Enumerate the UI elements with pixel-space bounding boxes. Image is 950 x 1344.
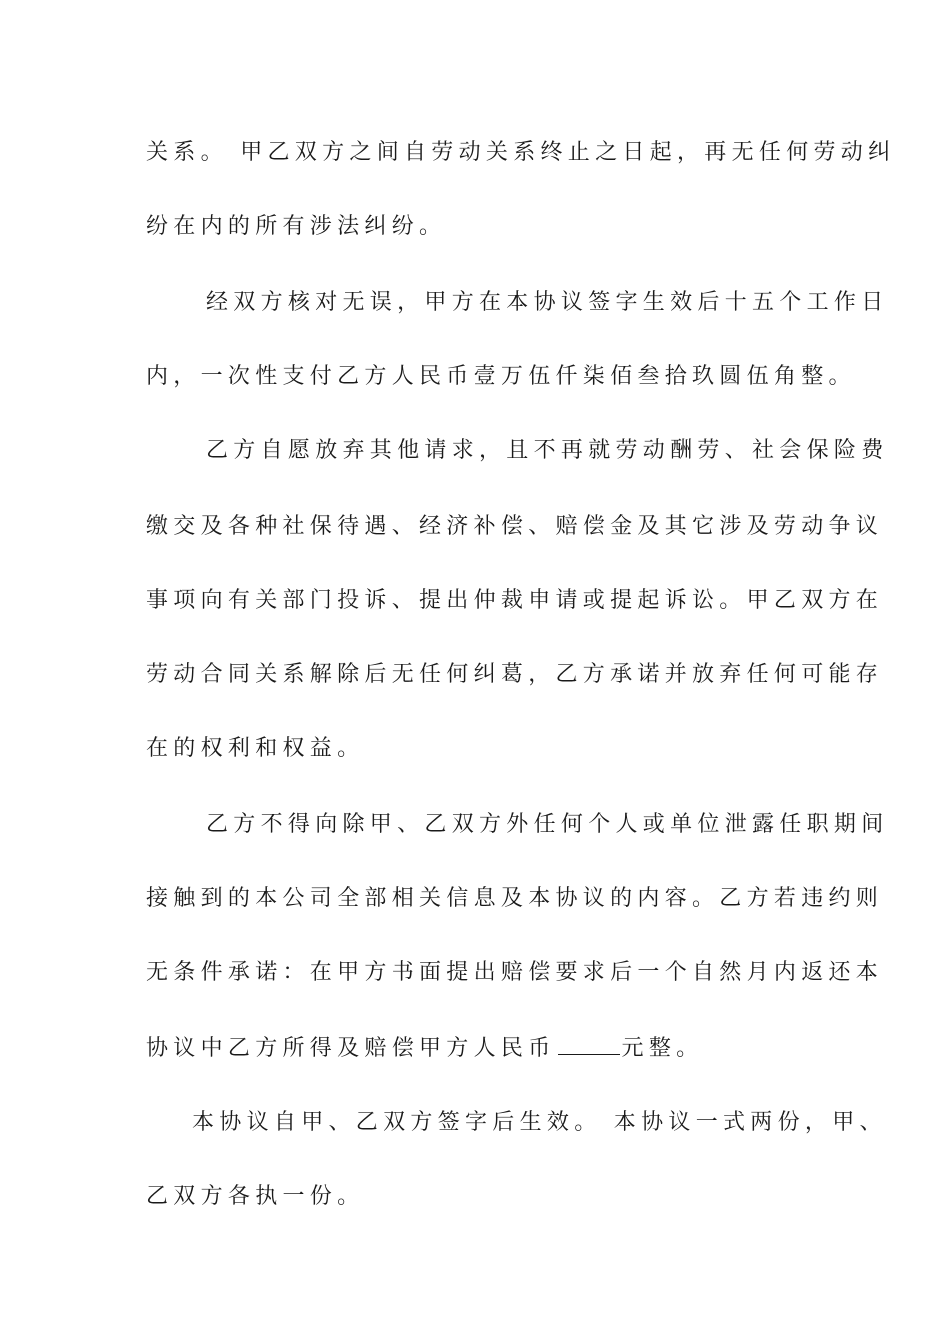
paragraph-line: 事项向有关部门投诉、提出仲裁申请或提起诉讼。甲乙双方在 [146,588,884,613]
paragraph-line-with-blank [146,1034,703,1064]
paragraph-line: 劳动合同关系解除后无任何纠葛，乙方承诺并放弃任何可能存 [146,662,884,687]
paragraph-line: 经双方核对无误，甲方在本协议签字生效后十五个工作日 [206,290,889,315]
paragraph-line: 在的权利和权益。 [146,736,365,761]
paragraph-line: 缴交及各种社保待遇、经济补偿、赔偿金及其它涉及劳动争议 [146,514,884,539]
paragraph-line: 关系。 甲乙双方之间自劳动关系终止之日起，再无任何劳动纠 [146,140,896,165]
paragraph-line: 接触到的本公司全部相关信息及本协议的内容。乙方若违约则 [146,886,884,911]
paragraph-line: 本协议自甲、乙双方签字后生效。 本协议一式两份，甲、 [192,1110,887,1135]
paragraph-line: 乙双方各执一份。 [146,1184,365,1209]
paragraph-line: 乙方自愿放弃其他请求，且不再就劳动酬劳、社会保险费 [206,438,889,463]
line-text: 元整。 [621,1036,704,1061]
line-text: 协议中乙方所得及赔偿甲方人民币 [146,1036,556,1061]
paragraph-line: 无条件承诺：在甲方书面提出赔偿要求后一个自然月内返还本 [146,960,884,985]
paragraph-line: 纷在内的所有涉法纠纷。 [146,214,447,239]
amount-blank-field [558,1034,620,1055]
paragraph-line: 内，一次性支付乙方人民币壹万伍仟柒佰叁拾玖圆伍角整。 [146,364,856,389]
paragraph-line: 乙方不得向除甲、乙双方外任何个人或单位泄露任职期间 [206,812,889,837]
